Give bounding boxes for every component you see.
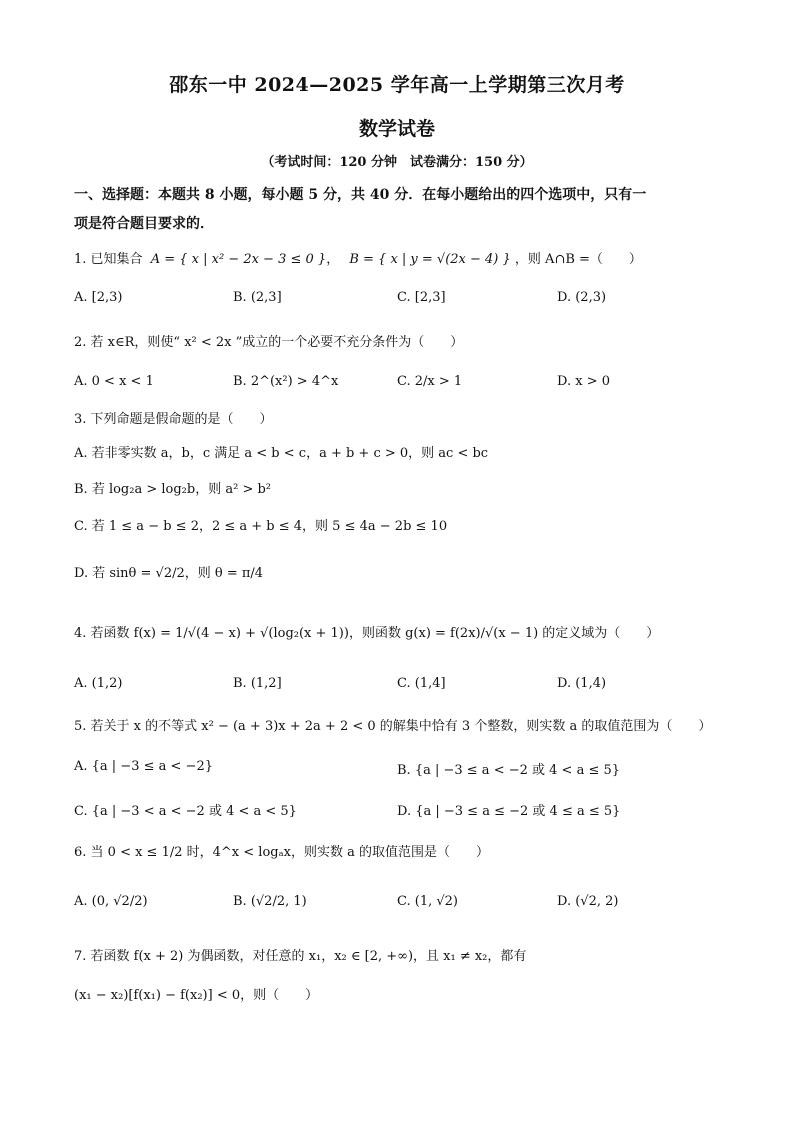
question-7-stem: 7. 若函数 f(x + 2) 为偶函数，对任意的 x₁，x₂ ∈ [2, +∞)，且 x₁ ≠ x₂，都有 — [74, 949, 527, 964]
question-2-option-d: D. x > 0 — [557, 374, 610, 389]
question-1-option-b: B. (2,3] — [233, 290, 282, 305]
exam-info: （考试时间：120 分钟 试卷满分：150 分） — [261, 155, 533, 170]
question-1-option-d: D. (2,3) — [557, 290, 607, 305]
question-4-option-b: B. (1,2] — [233, 676, 282, 691]
question-3-option-c: C. 若 1 ≤ a − b ≤ 2，2 ≤ a + b ≤ 4，则 5 ≤ 4a − 2b ≤ 10 — [74, 519, 448, 534]
question-1-option-c: C. [2,3] — [397, 290, 446, 305]
question-4-option-a: A. (1,2) — [74, 676, 123, 691]
question-1-prefix: 1. 已知集合 — [74, 252, 143, 267]
exam-subtitle: 数学试卷 — [358, 118, 435, 140]
question-5-stem: 5. 若关于 x 的不等式 x² − (a + 3)x + 2a + 2 < 0 的解集中恰有 3 个整数，则实数 a 的取值范围为（ ） — [74, 719, 712, 734]
question-3-stem: 3. 下列命题是假命题的是（ ） — [74, 412, 273, 427]
section-line-2: 项是符合题目要求的． — [74, 216, 214, 232]
question-3-option-d: D. 若 sinθ = √2/2，则 θ = π/4 — [74, 566, 264, 581]
question-6-option-b: B. (√2/2, 1) — [233, 894, 307, 909]
set-a-expression: A = { x | x² − 2x − 3 ≤ 0 } — [150, 252, 327, 267]
question-2-option-c: C. 2/x > 1 — [397, 374, 463, 389]
question-3-option-a: A. 若非零实数 a，b，c 满足 a < b < c，a + b + c > 0，则 ac < bc — [74, 446, 489, 461]
question-7-stem-continued: (x₁ − x₂)[f(x₁) − f(x₂)] < 0，则（ ） — [74, 988, 319, 1003]
question-6-option-d: D. (√2, 2) — [557, 894, 619, 909]
question-4-option-d: D. (1,4) — [557, 676, 607, 691]
question-6-option-a: A. (0, √2/2) — [74, 894, 148, 909]
question-5-option-b: B. {a | −3 ≤ a < −2 或 4 < a ≤ 5} — [397, 763, 621, 778]
question-5-option-d: D. {a | −3 ≤ a ≤ −2 或 4 ≤ a ≤ 5} — [397, 804, 621, 819]
question-6-stem: 6. 当 0 < x ≤ 1/2 时，4^x < logₐx，则实数 a 的取值范围是（ ） — [74, 845, 489, 860]
question-4-option-c: C. (1,4] — [397, 676, 446, 691]
question-3-option-b: B. 若 log₂a > log₂b，则 a² > b² — [74, 482, 271, 497]
question-5-option-a: A. {a | −3 ≤ a < −2} — [74, 759, 213, 774]
question-5-option-c: C. {a | −3 < a < −2 或 4 < a < 5} — [74, 804, 297, 819]
section-heading — [74, 181, 724, 239]
question-6-option-c: C. (1, √2) — [397, 894, 458, 909]
question-4-stem: 4. 若函数 f(x) = 1/√(4 − x) + √(log₂(x + 1))，则函数 g(x) = f(2x)/√(x − 1) 的定义域为（ ） — [74, 626, 660, 641]
question-2-option-b: B. 2^(x²) > 4^x — [233, 374, 339, 389]
question-2-stem: 2. 若 x∈R，则使“ x² < 2x ”成立的一个必要不充分条件为（ ） — [74, 335, 464, 350]
question-2-option-a: A. 0 < x < 1 — [74, 374, 154, 389]
exam-title: 邵东一中 2024—2025 学年高一上学期第三次月考 — [169, 74, 625, 96]
question-1-suffix: ，则 A∩B =（ ） — [514, 252, 642, 267]
question-1-option-a: A. [2,3) — [74, 290, 123, 305]
question-1-stem: 1. 已知集合 A = { x | x² − 2x − 3 ≤ 0 }， B = { x | y = √(2x − 4) } ，则 A∩B =（ ） — [74, 252, 642, 267]
section-line-1: 一、选择题：本题共 8 小题，每小题 5 分，共 40 分．在每小题给出的四个选项中，只有一 — [74, 187, 647, 203]
set-b-expression: B = { x | y = √(2x − 4) } — [349, 252, 511, 267]
